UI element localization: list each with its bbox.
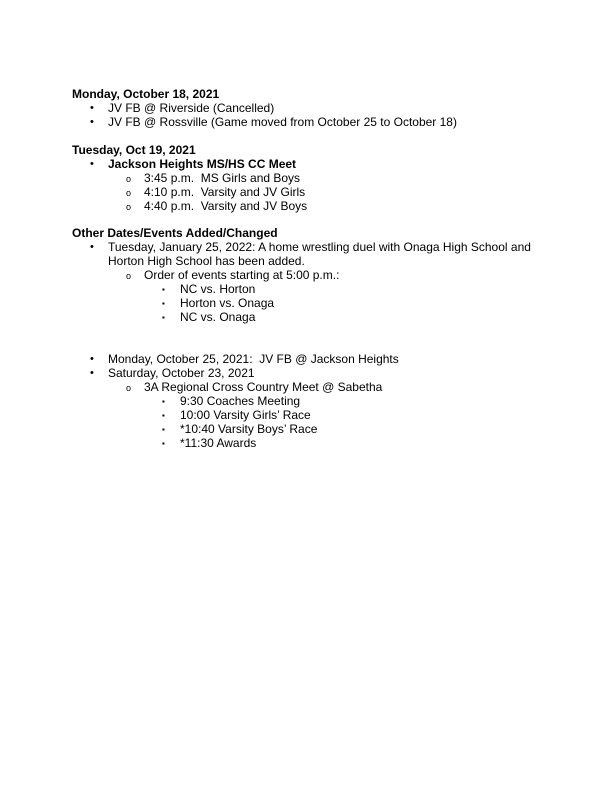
other-heading: Other Dates/Events Added/Changed <box>72 226 278 240</box>
bullet-circle-icon: o <box>126 174 132 184</box>
item-text: Saturday, October 23, 2021 <box>108 366 255 380</box>
list-item <box>72 310 540 324</box>
item-text: Monday, October 25, 2021: JV FB @ Jackson Heights <box>108 352 399 366</box>
item-text: *11:30 Awards <box>180 436 257 450</box>
item-text: 4:10 p.m. Varsity and JV Girls <box>144 185 306 199</box>
bullet-square-icon: ▪ <box>162 397 165 406</box>
list-item <box>72 185 307 199</box>
item-text: NC vs. Horton <box>180 282 256 296</box>
item-text: 3A Regional Cross Country Meet @ Sabetha <box>144 380 383 394</box>
list-item <box>72 101 457 115</box>
list-item <box>72 436 399 450</box>
list-item <box>72 171 307 185</box>
bullet-dot-icon: • <box>90 116 94 128</box>
list-item <box>72 380 399 394</box>
tuesday-heading: Tuesday, Oct 19, 2021 <box>72 143 196 157</box>
list-item <box>72 157 307 171</box>
bullet-circle-icon: o <box>126 271 132 281</box>
bullet-square-icon: ▪ <box>162 439 165 448</box>
bullet-dot-icon: • <box>90 367 94 379</box>
item-text: Tuesday, January 25, 2022: A home wrestling duel with Onaga High School and Horton High School has been added. <box>108 240 531 268</box>
section-tuesday <box>72 143 307 213</box>
item-text: *10:40 Varsity Boys’ Race <box>180 422 318 436</box>
list-item <box>72 422 399 436</box>
list-item <box>72 352 399 366</box>
list-item <box>72 296 540 310</box>
item-text: Order of events starting at 5:00 p.m.: <box>144 268 340 282</box>
bullet-square-icon: ▪ <box>162 313 165 322</box>
item-text: 10:00 Varsity Girls’ Race <box>180 408 311 422</box>
bullet-circle-icon: o <box>126 188 132 198</box>
list-item <box>72 268 540 282</box>
monday-heading: Monday, October 18, 2021 <box>72 87 220 101</box>
item-text: JV FB @ Riverside (Cancelled) <box>108 101 275 115</box>
item-text: 4:40 p.m. Varsity and JV Boys <box>144 199 308 213</box>
list-item <box>72 240 540 268</box>
list-item <box>72 408 399 422</box>
item-text: JV FB @ Rossville (Game moved from October 25 to October 18) <box>108 115 457 129</box>
item-text: NC vs. Onaga <box>180 310 256 324</box>
section-monday <box>72 87 457 129</box>
bullet-square-icon: ▪ <box>162 299 165 308</box>
section-additional <box>72 352 399 450</box>
bullet-dot-icon: • <box>90 158 94 170</box>
list-item <box>72 366 399 380</box>
bullet-square-icon: ▪ <box>162 411 165 420</box>
item-text: 9:30 Coaches Meeting <box>180 394 301 408</box>
section-other-dates <box>72 226 540 324</box>
bullet-dot-icon: • <box>90 241 94 253</box>
bullet-circle-icon: o <box>126 383 132 393</box>
bullet-dot-icon: • <box>90 102 94 114</box>
list-item <box>72 394 399 408</box>
bullet-circle-icon: o <box>126 202 132 212</box>
item-text: Horton vs. Onaga <box>180 296 275 310</box>
item-text: 3:45 p.m. MS Girls and Boys <box>144 171 301 185</box>
bullet-dot-icon: • <box>90 353 94 365</box>
bullet-square-icon: ▪ <box>162 425 165 434</box>
list-item <box>72 282 540 296</box>
bullet-square-icon: ▪ <box>162 285 165 294</box>
meet-title: Jackson Heights MS/HS CC Meet <box>108 157 297 171</box>
list-item <box>72 199 307 213</box>
list-item <box>72 115 457 129</box>
